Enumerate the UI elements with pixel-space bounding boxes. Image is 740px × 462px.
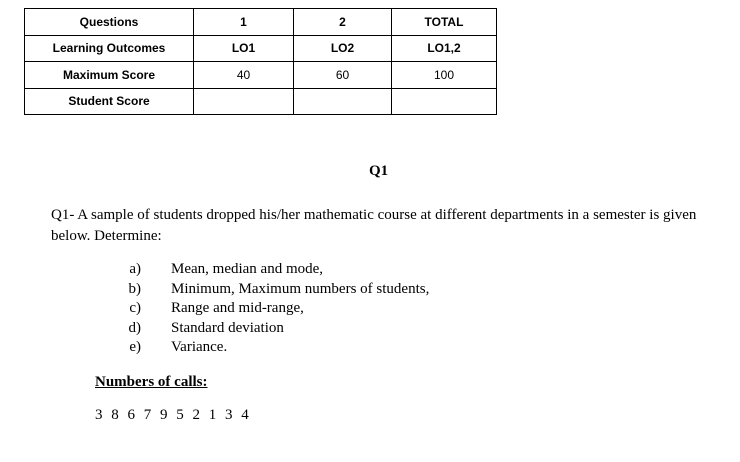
list-item xyxy=(100,338,429,358)
task-letter: d) xyxy=(128,319,141,336)
student-score-q1 xyxy=(194,88,294,115)
table-row-student-score xyxy=(25,88,497,115)
task-letter: a) xyxy=(129,261,141,277)
task-text: Mean, median and mode, xyxy=(171,261,324,277)
row-label-student-score: Student Score xyxy=(25,88,194,115)
lo-q2: LO2 xyxy=(294,35,392,62)
task-text: Variance. xyxy=(171,339,228,355)
task-text: Range and mid-range, xyxy=(171,300,304,316)
lo-total: LO1,2 xyxy=(392,35,497,62)
task-letter: b) xyxy=(128,280,141,297)
question-heading: Q1 xyxy=(369,163,389,179)
list-item xyxy=(100,299,429,319)
task-text: Minimum, Maximum numbers of students, xyxy=(171,280,430,297)
task-text: Standard deviation xyxy=(171,319,284,336)
max-score-total: 100 xyxy=(392,62,497,89)
header-questions: Questions xyxy=(25,9,194,36)
calls-values: 3 8 6 7 9 5 2 1 3 4 xyxy=(95,407,250,423)
list-item xyxy=(100,319,429,339)
task-list xyxy=(100,260,429,358)
calls-heading: Numbers of calls: xyxy=(95,374,208,390)
row-label-maximum-score: Maximum Score xyxy=(25,62,194,89)
student-score-q2 xyxy=(294,88,392,115)
lo-q1: LO1 xyxy=(194,35,294,62)
header-total: TOTAL xyxy=(392,9,497,36)
header-question-2: 2 xyxy=(294,9,392,36)
list-item xyxy=(100,260,429,280)
task-letter: e) xyxy=(129,339,141,355)
score-table xyxy=(24,8,497,115)
header-question-1: 1 xyxy=(194,9,294,36)
max-score-q2: 60 xyxy=(294,62,392,89)
student-score-total xyxy=(392,88,497,115)
table-row-learning-outcomes xyxy=(25,35,497,62)
max-score-q1: 40 xyxy=(194,62,294,89)
list-item xyxy=(100,280,429,300)
row-label-learning-outcomes: Learning Outcomes xyxy=(25,35,194,62)
table-header-row xyxy=(25,9,497,36)
task-letter: c) xyxy=(129,300,141,316)
table-row-maximum-score xyxy=(25,62,497,89)
question-text: Q1- A sample of students dropped his/her mathematic course at different departments in a semester is given below. Determine: xyxy=(51,207,697,244)
